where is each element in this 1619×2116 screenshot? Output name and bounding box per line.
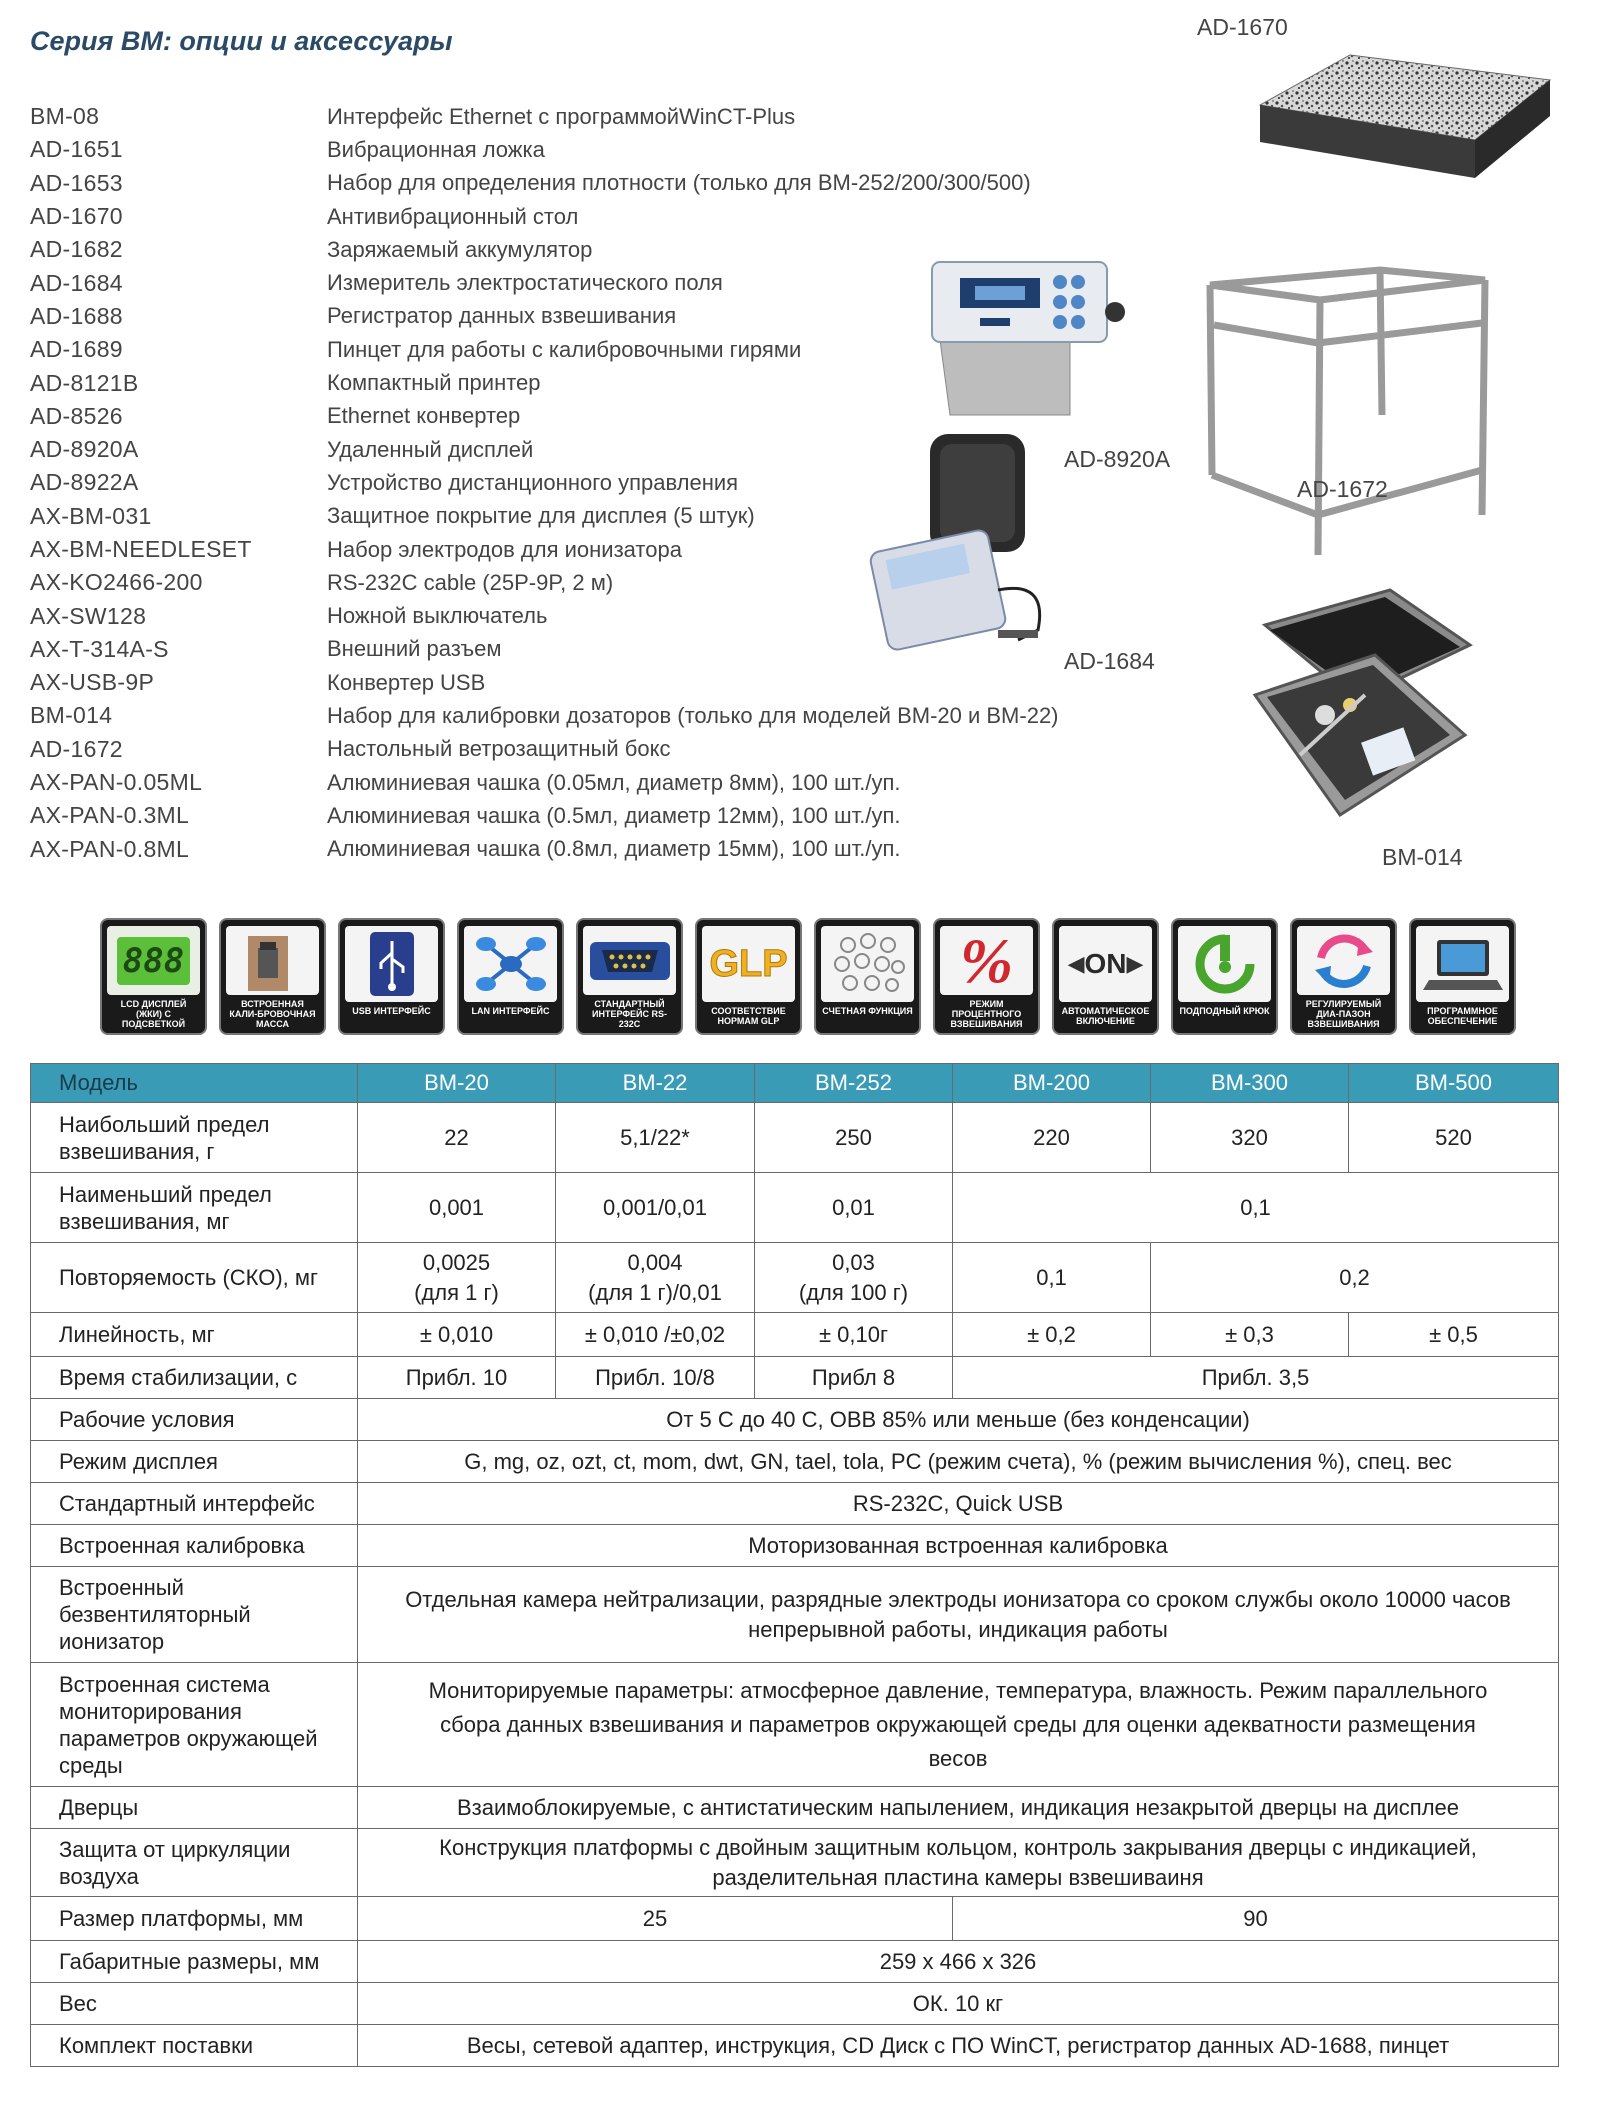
table-cell: Прибл. 10 <box>358 1357 556 1399</box>
accessory-row <box>30 766 1210 799</box>
feature-label: LAN ИНТЕРФЕЙС <box>471 1006 550 1016</box>
feature-underhook <box>1171 918 1278 1035</box>
accessory-description: Набор электродов для ионизатора <box>327 536 682 562</box>
accessory-code: AD-1670 <box>30 203 123 230</box>
percent-icon: % <box>959 926 1014 995</box>
cell-line: 0,03 <box>832 1249 875 1275</box>
bm-014-image <box>1245 585 1475 845</box>
accessory-code: AX-KO2466-200 <box>30 569 203 596</box>
accessory-row <box>30 167 1210 200</box>
table-row <box>31 1567 1559 1663</box>
accessory-description: Измеритель электростатического поля <box>327 270 723 296</box>
lcd-888-icon: 888 <box>117 937 190 985</box>
feature-label: СЧЕТНАЯ ФУНКЦИЯ <box>822 1006 913 1016</box>
accessory-description: Вибрационная ложка <box>327 136 545 162</box>
accessory-code: AD-8526 <box>30 402 123 429</box>
table-row <box>31 2025 1559 2067</box>
table-row <box>31 1983 1559 2025</box>
accessory-code: AX-PAN-0.05ML <box>30 769 203 796</box>
accessory-description: Ножной выключатель <box>327 603 548 629</box>
accessory-row <box>30 666 1210 699</box>
table-cell: 0,1 <box>953 1243 1151 1313</box>
table-cell: 0,01 <box>755 1173 953 1243</box>
accessory-description: RS-232C cable (25P-9P, 2 м) <box>327 569 614 595</box>
table-cell: Моторизованная встроенная калибровка <box>358 1525 1559 1567</box>
cell-line: 0,0025 <box>422 1249 491 1275</box>
table-row <box>31 1787 1559 1829</box>
table-row <box>31 1663 1559 1787</box>
table-cell: 25 <box>358 1897 953 1941</box>
table-cell: Мониторируемые параметры: атмосферное давление, температура, влажность. Режим параллельного сбора данных взвешивания и параметров окружающей среды для оценки адекватности размещения весов <box>358 1663 1559 1787</box>
accessory-code: AD-1689 <box>30 336 123 363</box>
accessory-description: Набор для калибровки дозаторов (только для моделей BM-20 и BM-22) <box>327 702 1059 728</box>
feature-glp <box>695 918 802 1035</box>
row-label: Размер платформы, мм <box>31 1897 358 1941</box>
table-cell: 259 x 466 x 326 <box>358 1941 1559 1983</box>
feature-label: LCD ДИСПЛЕЙ (ЖКИ) С ПОДСВЕТКОЙ <box>120 999 187 1029</box>
row-label: Повторяемость (СКО), мг <box>31 1243 358 1313</box>
caption-ad-1670: AD-1670 <box>1197 14 1288 40</box>
accessory-code: AD-1672 <box>30 735 123 762</box>
table-row <box>31 1483 1559 1525</box>
accessory-code: AD-1684 <box>30 269 123 296</box>
table-row <box>31 1357 1559 1399</box>
caption-ad-1684: AD-1684 <box>1064 648 1155 674</box>
accessory-description: Устройство дистанционного управления <box>327 469 739 495</box>
usb-icon <box>367 929 417 999</box>
accessory-description: Ethernet конвертер <box>327 403 521 429</box>
accessory-code: AX-PAN-0.3ML <box>30 802 190 829</box>
caption-ad-1672: AD-1672 <box>1297 476 1388 502</box>
lan-icon <box>471 929 551 999</box>
table-cell: 5,1/22* <box>556 1103 755 1173</box>
accessory-row <box>30 200 1210 233</box>
feature-rs232c <box>576 918 683 1035</box>
column-header: BM-252 <box>755 1064 953 1103</box>
ad-8920a-image <box>920 250 1130 420</box>
feature-label: ПОДПОДНЫЙ КРЮК <box>1179 1006 1270 1016</box>
accessory-description: Удаленный дисплей <box>327 436 534 462</box>
accessory-code: BM-08 <box>30 103 100 130</box>
caption-bm-014: BM-014 <box>1382 844 1463 870</box>
accessory-description: Алюминиевая чашка (0.05мл, диаметр 8мм), 100 шт./уп. <box>327 769 901 795</box>
accessory-description: Компактный принтер <box>327 370 541 396</box>
table-row <box>31 1897 1559 1941</box>
accessory-description: Конвертер USB <box>327 669 486 695</box>
table-cell <box>358 1243 556 1313</box>
table-row <box>31 1243 1559 1313</box>
accessory-code: AD-1653 <box>30 169 123 196</box>
table-cell: Прибл. 3,5 <box>953 1357 1559 1399</box>
row-label: Время стабилизации, с <box>31 1357 358 1399</box>
accessory-row <box>30 100 1210 133</box>
row-label: Дверцы <box>31 1787 358 1829</box>
accessory-code: AD-8920A <box>30 436 139 463</box>
table-cell: ± 0,5 <box>1349 1313 1559 1357</box>
table-cell: 0,001/0,01 <box>556 1173 755 1243</box>
table-cell: Прибл 8 <box>755 1357 953 1399</box>
row-label: Вес <box>31 1983 358 2025</box>
cell-line: (для 1 г)/0,01 <box>588 1279 722 1305</box>
accessory-description: Регистратор данных взвешивания <box>327 303 677 329</box>
accessory-description: Набор для определения плотности (только для BM-252/200/300/500) <box>327 170 1031 196</box>
column-header: BM-300 <box>1151 1064 1349 1103</box>
table-cell: 520 <box>1349 1103 1559 1173</box>
table-cell: От 5 С до 40 С, ОВВ 85% или меньше (без конденсации) <box>358 1399 1559 1441</box>
feature-usb <box>338 918 445 1035</box>
table-cell: ± 0,10г <box>755 1313 953 1357</box>
table-row <box>31 1103 1559 1173</box>
column-header: BM-20 <box>358 1064 556 1103</box>
accessory-code: AX-USB-9P <box>30 669 155 696</box>
accessory-description: Интерфейс Ethernet с программойWinCT-Plus <box>327 103 796 129</box>
table-cell: ОК. 10 кг <box>358 1983 1559 2025</box>
accessory-code: AX-T-314A-S <box>30 635 169 662</box>
calibration-mass-icon <box>238 926 308 995</box>
cell-line: 0,004 <box>627 1249 683 1275</box>
glp-icon: GLP <box>709 942 788 985</box>
accessory-description: Алюминиевая чашка (0.5мл, диаметр 12мм), 100 шт./уп. <box>327 802 901 828</box>
table-cell: 90 <box>953 1897 1559 1941</box>
accessory-row <box>30 133 1210 166</box>
table-row <box>31 1173 1559 1243</box>
accessory-description: Пинцет для работы с калибровочными гирями <box>327 336 802 362</box>
accessory-code: AX-PAN-0.8ML <box>30 835 190 862</box>
feature-icons-row <box>100 918 1516 1035</box>
feature-lcd <box>100 918 207 1035</box>
row-label: Габаритные размеры, мм <box>31 1941 358 1983</box>
row-label: Линейность, мг <box>31 1313 358 1357</box>
table-row <box>31 1941 1559 1983</box>
table-cell: Весы, сетевой адаптер, инструкция, CD Диск с ПО WinCT, регистратор данных AD-1688, пинцет <box>358 2025 1559 2067</box>
table-cell: 250 <box>755 1103 953 1173</box>
table-cell: Прибл. 10/8 <box>556 1357 755 1399</box>
cell-line: (для 1 г) <box>414 1279 499 1305</box>
feature-label: СТАНДАРТНЫЙ ИНТЕРФЕЙС RS-232C <box>591 999 667 1029</box>
feature-counting <box>814 918 921 1035</box>
accessory-code: BM-014 <box>30 702 113 729</box>
auto-on-icon: ON <box>1084 948 1127 979</box>
range-arrows-icon <box>1309 928 1379 994</box>
row-label: Стандартный интерфейс <box>31 1483 358 1525</box>
accessory-code: AD-8922A <box>30 469 139 496</box>
accessory-description: Внешний разъем <box>327 636 502 662</box>
accessory-code: AX-BM-031 <box>30 502 152 529</box>
table-cell: Взаимоблокируемые, с антистатическим напылением, индикация незакрытой дверцы на дисплее <box>358 1787 1559 1829</box>
accessory-row <box>30 733 1210 766</box>
table-cell: G, mg, oz, ozt, ct, mom, dwt, GN, tael, tola, PC (режим счета), % (режим вычисления %), спец. вес <box>358 1441 1559 1483</box>
table-row <box>31 1441 1559 1483</box>
ad-1670-image <box>1255 50 1555 185</box>
table-row <box>31 1399 1559 1441</box>
column-header: Модель <box>31 1064 358 1103</box>
feature-auto-on: ◀ ON ▶ АВТОМАТИЧЕСКОЕ ВКЛЮЧЕНИЕ <box>1052 918 1159 1035</box>
feature-label: РЕГУЛИРУЕМЫЙ ДИА-ПАЗОН ВЗВЕШИВАНИЯ <box>1305 999 1382 1029</box>
caption-ad-8920a: AD-8920A <box>1064 446 1171 472</box>
table-cell <box>755 1243 953 1313</box>
feature-calibration-mass <box>219 918 326 1035</box>
table-cell: 320 <box>1151 1103 1349 1173</box>
table-cell: ± 0,3 <box>1151 1313 1349 1357</box>
table-cell: ± 0,2 <box>953 1313 1151 1357</box>
feature-lan <box>457 918 564 1035</box>
ad-1684-image <box>868 430 1068 655</box>
accessory-description: Заряжаемый аккумулятор <box>327 236 593 262</box>
row-label: Встроенная калибровка <box>31 1525 358 1567</box>
table-row <box>31 1313 1559 1357</box>
row-label: Защита от циркуляции воздуха <box>31 1829 358 1897</box>
cell-line: (для 100 г) <box>798 1279 909 1305</box>
feature-range <box>1290 918 1397 1035</box>
accessory-code: AX-BM-NEEDLESET <box>30 536 252 562</box>
rs232c-port-icon <box>588 936 672 986</box>
table-cell: ± 0,010 <box>358 1313 556 1357</box>
row-label: Встроенный безвентиляторный ионизатор <box>31 1567 358 1663</box>
underhook-icon <box>1192 931 1258 997</box>
table-cell: Отдельная камера нейтрализации, разрядные электроды ионизатора со сроком службы около 10000 часов непрерывной работы, индикация работы <box>358 1567 1559 1663</box>
row-label: Режим дисплея <box>31 1441 358 1483</box>
accessory-row <box>30 799 1210 832</box>
feature-label: USB ИНТЕРФЕЙС <box>352 1006 431 1016</box>
accessory-row <box>30 833 1210 866</box>
column-header: BM-200 <box>953 1064 1151 1103</box>
column-header: BM-22 <box>556 1064 755 1103</box>
accessory-row <box>30 699 1210 732</box>
row-label: Комплект поставки <box>31 2025 358 2067</box>
row-label: Встроенная система мониторирования параметров окружающей среды <box>31 1663 358 1787</box>
spec-table <box>30 1063 1559 2067</box>
feature-label: ВСТРОЕННАЯ КАЛИ-БРОВОЧНАЯ МАССА <box>229 999 316 1029</box>
ad-1672-image <box>1200 265 1490 565</box>
table-row <box>31 1525 1559 1567</box>
table-cell: RS-232C, Quick USB <box>358 1483 1559 1525</box>
table-cell: 0,1 <box>953 1173 1559 1243</box>
table-cell: 0,2 <box>1151 1243 1559 1313</box>
table-cell <box>556 1243 755 1313</box>
table-header-row <box>31 1064 1559 1103</box>
table-row <box>31 1829 1559 1897</box>
table-cell: Конструкция платформы с двойным защитным кольцом, контроль закрывания дверцы с индикацией, разделительная пластина камеры взвешиваиня <box>358 1829 1559 1897</box>
accessory-description: Защитное покрытие для дисплея (5 штук) <box>327 503 755 529</box>
accessory-description: Алюминиевая чашка (0.8мл, диаметр 15мм), 100 шт./уп. <box>327 836 901 862</box>
page-title: Серия BM: опции и аксессуары <box>30 26 453 56</box>
accessory-code: AD-1682 <box>30 236 123 263</box>
feature-percent <box>933 918 1040 1035</box>
accessory-code: AX-SW128 <box>30 602 147 629</box>
table-cell: 220 <box>953 1103 1151 1173</box>
row-label: Наибольший предел взвешивания, г <box>31 1103 358 1173</box>
accessory-code: AD-1651 <box>30 136 123 163</box>
column-header: BM-500 <box>1349 1064 1559 1103</box>
laptop-icon <box>1423 934 1503 994</box>
feature-software <box>1409 918 1516 1035</box>
accessory-code: AD-1688 <box>30 302 123 329</box>
row-label: Рабочие условия <box>31 1399 358 1441</box>
counting-dots-icon <box>828 931 908 997</box>
accessory-code: AD-8121B <box>30 369 139 396</box>
table-cell: ± 0,010 /±0,02 <box>556 1313 755 1357</box>
table-cell: 22 <box>358 1103 556 1173</box>
row-label: Наименьший предел взвешивания, мг <box>31 1173 358 1243</box>
feature-label: АВТОМАТИЧЕСКОЕ ВКЛЮЧЕНИЕ <box>1061 1006 1150 1026</box>
accessory-description: Настольный ветрозащитный бокс <box>327 736 671 762</box>
feature-label: РЕЖИМ ПРОЦЕНТНОГО ВЗВЕШИВАНИЯ <box>950 999 1023 1029</box>
feature-label: ПРОГРАММНОЕ ОБЕСПЕЧЕНИЕ <box>1427 1006 1498 1026</box>
feature-label: СООТВЕТСТВИЕ НОРМАМ GLP <box>711 1006 786 1026</box>
table-cell: 0,001 <box>358 1173 556 1243</box>
accessory-description: Антивибрационный стол <box>327 203 579 229</box>
